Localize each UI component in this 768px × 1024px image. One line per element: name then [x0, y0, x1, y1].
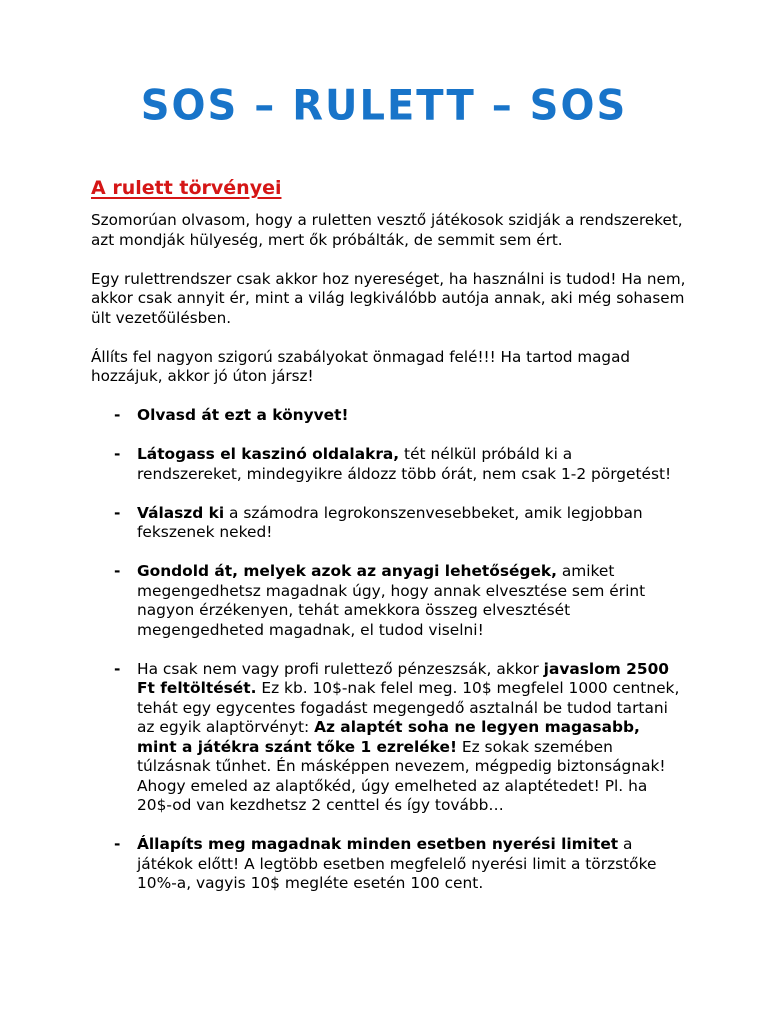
page-title: SOS – RULETT – SOS: [140, 81, 628, 131]
paragraph: Szomorúan olvasom, hogy a ruletten vesztő játékosok szidják a rendszereket, azt mondják hülyeség, mert ők próbálták, de semmit sem ért.: [91, 211, 683, 249]
item-text: amiket megengedhetsz magadnak úgy, hogy annak elvesztése sem érint nagyon érzékenyen, tehát amekkora összeg elvesztését megengedheted magadnak, el tudod viselni!: [137, 562, 646, 639]
bullet-dash: -: [114, 445, 121, 463]
item-bold-text: Olvasd át ezt a könyvet!: [137, 406, 349, 424]
list-item: [91, 835, 681, 894]
list-item: [91, 445, 681, 484]
intro-paragraphs: [91, 211, 691, 406]
list-item: [91, 406, 681, 426]
bullet-dash: -: [114, 503, 121, 522]
item-bold-text: Gondold át, melyek azok az anyagi lehetőségek,: [137, 562, 557, 580]
bullet-dash: -: [114, 835, 121, 853]
bullet-dash: -: [114, 562, 121, 580]
item-bold-text: Látogass el kaszinó oldalakra,: [137, 445, 400, 463]
item-text: a számodra legrokonszenvesebbeket, amik legjobban fekszenek neked!: [137, 503, 643, 541]
rules-list: [91, 406, 681, 913]
item-text: a játékok előtt! A legtöbb esetben megfelelő nyerési limit a törzstőke 10%-a, vagyis 10$ megléte esetén 100 cent.: [137, 835, 657, 892]
list-item: [91, 562, 681, 640]
paragraph: Állíts fel nagyon szigorú szabályokat önmagad felé!!! Ha tartod magad hozzájuk, akkor jó úton jársz!: [91, 347, 631, 385]
item-bold-text: Az alaptét soha ne legyen magasabb, mint a játékra szánt tőke 1 ezreléke!: [137, 718, 640, 756]
item-bold-text: Állapíts meg magadnak minden esetben nyerési limitet: [137, 835, 619, 853]
item-text: tét nélkül próbáld ki a rendszereket, mindegyikre áldozz több órát, nem csak 1-2 pörgetést!: [137, 445, 672, 483]
item-bold-text: Válaszd ki: [137, 503, 225, 522]
paragraph: Egy rulettrendszer csak akkor hoz nyereséget, ha használni is tudod! Ha nem, akkor csak annyit ér, mint a világ legkiválóbb autója annak, aki még sohasem ült vezetőülésben.: [91, 269, 686, 327]
list-item: [91, 660, 681, 816]
item-text: Ha csak nem vagy profi rulettező pénzeszsák, akkor: [137, 659, 544, 678]
bullet-dash: -: [114, 659, 121, 678]
bullet-dash: -: [114, 406, 121, 424]
list-item: [91, 504, 681, 543]
section-heading: A rulett törvényei: [91, 177, 282, 199]
item-text: Ez kb. 10$-nak felel meg. 10$ megfelel 1000 centnek, tehát egy egycentes fogadást megengedő asztalnál be tudod tartani az egyik alaptörvényt:: [137, 679, 680, 736]
item-text: Ez sokak szemében túlzásnak tűnhet. Én másképpen nevezem, mégpedig biztonságnak! Ahogy emeled az alaptőkéd, úgy emelheted az alaptétedet! Pl. ha 20$-od van kezdhetsz 2 centtel és így tovább…: [137, 737, 666, 814]
item-bold-text: javaslom 2500 Ft feltöltését.: [137, 659, 669, 697]
